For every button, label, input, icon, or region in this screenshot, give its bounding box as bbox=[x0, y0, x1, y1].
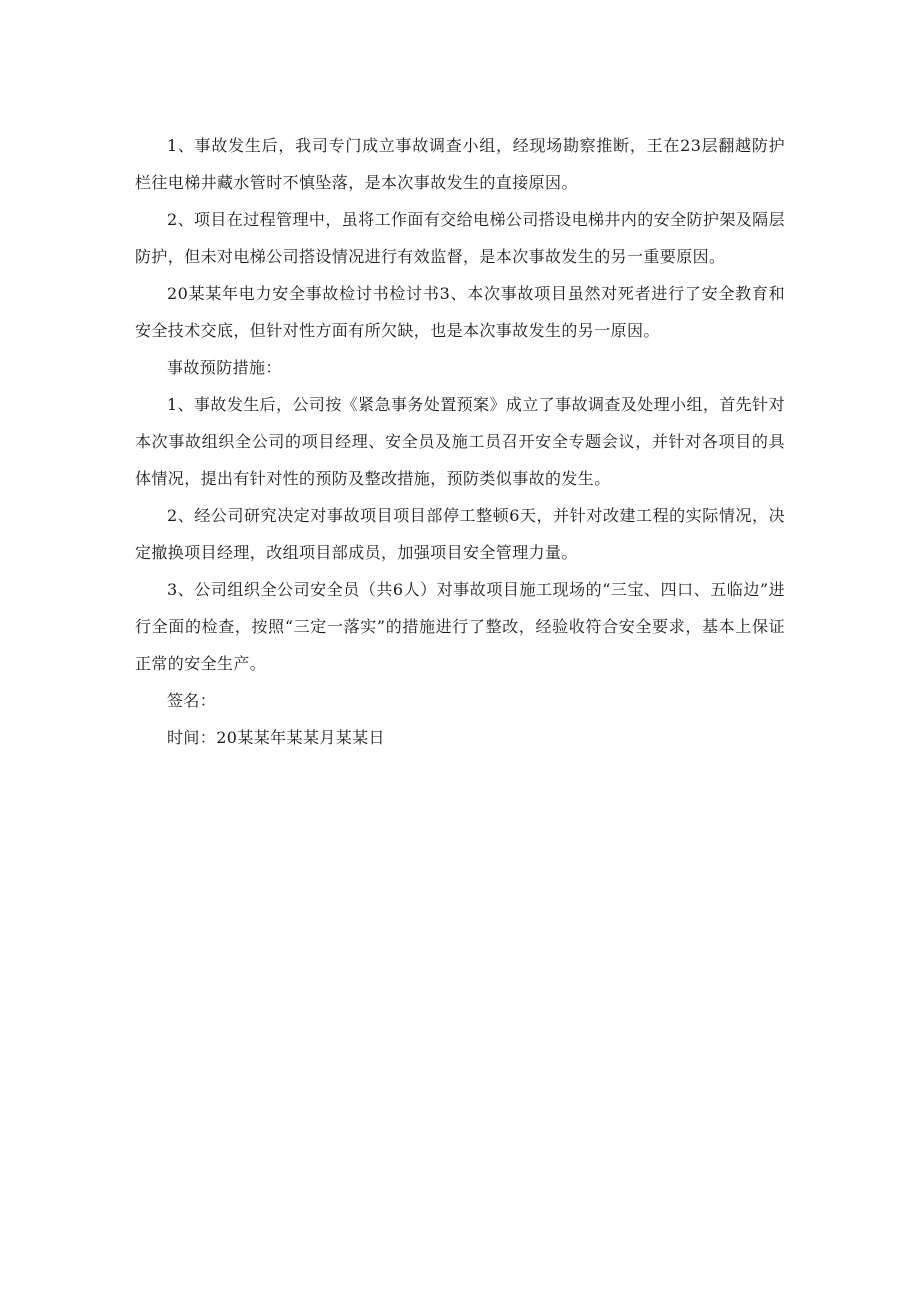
prevention-heading: 事故预防措施： bbox=[167, 358, 282, 377]
prevention-measure-2: 2、经公司研究决定对事故项目项目部停工整顿6天，并针对改建工程的实际情况，决定撤换项目经理，改组项目部成员，加强项目安全管理力量。 bbox=[135, 506, 785, 562]
date-line: 时间：20某某年某某月某某日 bbox=[167, 728, 385, 747]
document-body bbox=[135, 127, 785, 756]
cause-supervision-paragraph: 2、项目在过程管理中，虽将工作面有交给电梯公司搭设电梯井内的安全防护架及隔层防护，但未对电梯公司搭设情况进行有效监督，是本次事故发生的另一重要原因。 bbox=[135, 210, 785, 266]
prevention-measure-1: 1、事故发生后，公司按《紧急事务处置预案》成立了事故调查及处理小组，首先针对本次事故组织全公司的项目经理、安全员及施工员召开安全专题会议，并针对各项目的具体情况，提出有针对性的预防及整改措施，预防类似事故的发生。 bbox=[135, 395, 785, 488]
prevention-measure-3: 3、公司组织全公司安全员（共6人）对事故项目施工现场的“三宝、四口、五临边”进行全面的检查，按照“三定一落实”的措施进行了整改，经验收符合安全要求，基本上保证正常的安全生产。 bbox=[135, 580, 785, 673]
cause-direct-paragraph: 1、事故发生后，我司专门成立事故调查小组，经现场勘察推断，王在23层翻越防护栏往电梯井藏水管时不慎坠落，是本次事故发生的直接原因。 bbox=[135, 136, 785, 192]
signature-label: 签名： bbox=[167, 691, 217, 710]
cause-training-paragraph: 20某某年电力安全事故检讨书检讨书3、本次事故项目虽然对死者进行了安全教育和安全技术交底，但针对性方面有所欠缺，也是本次事故发生的另一原因。 bbox=[135, 284, 785, 340]
